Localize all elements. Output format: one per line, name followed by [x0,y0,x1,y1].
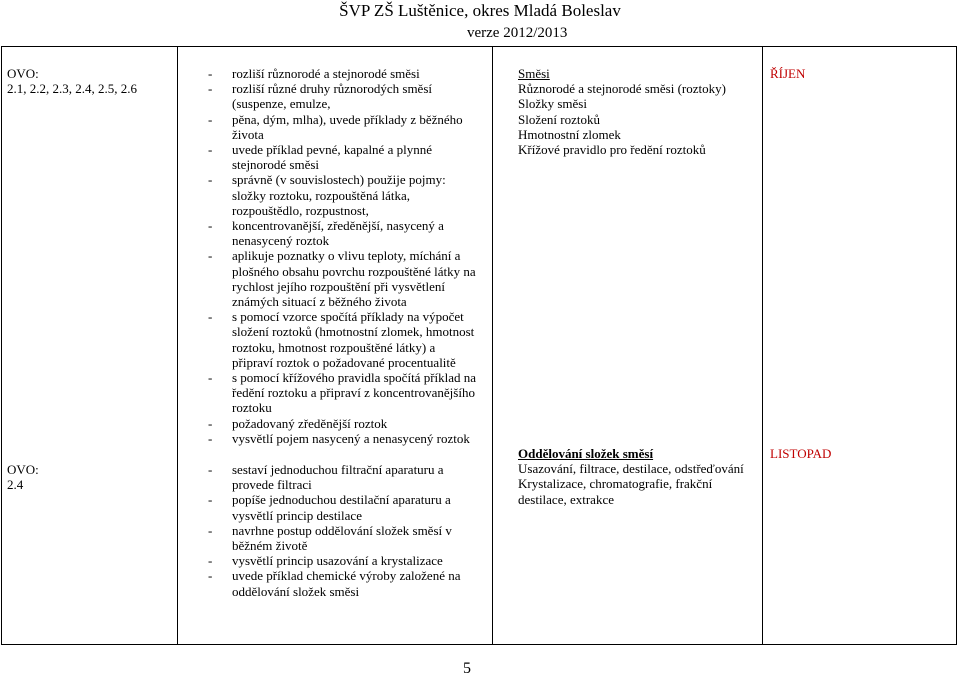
column-divider-3 [762,46,763,645]
outcome-item [208,66,476,81]
topic-line: Složky směsi [518,96,587,112]
topic-cell-row-2 [518,446,744,507]
outcome-line: provede filtraci [232,477,312,493]
outcome-line: složení roztoků (hmotnostní zlomek, hmotnost [232,324,475,340]
ovo-codes: 2.1, 2.2, 2.3, 2.4, 2.5, 2.6 [7,81,137,97]
topic-line: destilace, extrakce [518,491,614,507]
topic-line: Krystalizace, chromatografie, frakční [518,476,713,492]
column-divider-1 [177,46,178,645]
topic-line: Různorodé a stejnorodé směsi (roztoky) [518,81,726,97]
outcome-line: oddělování složek směsi [232,583,360,599]
ovo-label: OVO: [7,66,39,81]
outcome-item [208,568,460,598]
outcome-line: - uvede příklad pevné, kapalné a plynné [232,142,432,158]
outcome-line: vysvětlí princip destilace [232,507,362,523]
month-row-1: ŘÍJEN [770,66,806,81]
outcome-line: - uvede příklad chemické výroby založené na [232,568,461,584]
outcome-item [208,523,460,553]
outcome-line: známých situací z běžného života [232,294,407,310]
header-title: ŠVP ZŠ Luštěnice, okres Mladá Boleslav [339,1,621,20]
outcome-line: ředění roztoku a připraví z koncentrovanějšího [232,385,475,401]
outcome-item [208,492,460,522]
topic-line: Složení roztoků [518,111,600,127]
outcome-line: běžném životě [232,538,308,554]
outcome-line: rychlost jejího rozpouštění při vysvětlení [232,278,446,294]
header-version: verze 2012/2013 [467,25,568,41]
outcome-item [208,416,476,431]
outcomes-list-row-2 [208,462,460,599]
outcome-item [208,309,476,370]
outcome-line: - požadovaný zředěnější roztok [232,415,388,431]
outcome-line: roztoku, hmotnost rozpouštěné látky) a [232,339,436,355]
ovo-cell-row-2 [7,462,39,492]
topic-cell-row-1 [518,66,726,157]
outcome-item [208,172,476,218]
topic-heading: Směsi [518,66,550,81]
page-number: 5 [463,660,471,677]
outcome-item [208,248,476,309]
outcome-line: nenasycený roztok [232,233,330,249]
outcome-line: připraví roztok o požadované procentualitě [232,354,456,370]
topic-line: Usazování, filtrace, destilace, odstřeďování [518,461,744,477]
outcome-item [208,112,476,142]
outcomes-list-row-1 [208,66,476,446]
outcome-line: - správně (v souvislostech) použije pojmy: [232,172,446,188]
column-divider-2 [492,46,493,645]
outcome-line: - s pomocí křížového pravidla spočítá příklad na [232,370,477,386]
outcome-line: stejnorodé směsi [232,157,320,173]
topic-heading: Oddělování složek směsí [518,446,654,461]
ovo-codes: 2.4 [7,477,24,493]
outcome-line: - vysvětlí pojem nasycený a nenasycený roztok [232,430,470,446]
outcome-item [208,81,476,111]
outcome-line: - popíše jednoduchou destilační aparaturu a [232,492,451,508]
outcome-item [208,142,476,172]
outcome-line: roztoku [232,400,272,416]
outcome-line: - rozliší různorodé a stejnorodé směsi [232,66,420,81]
outcome-item [208,431,476,446]
outcome-line: - s pomocí vzorce spočítá příklady na výpočet [232,309,464,325]
outcome-line: - sestaví jednoduchou filtrační aparaturu a [232,462,444,477]
outcome-line: - koncentrovanější, zředěnější, nasycený a [232,218,444,234]
outcome-item [208,462,460,492]
outcome-line: - pěna, dým, mlha), uvede příklady z běžného [232,111,463,127]
ovo-label: OVO: [7,462,39,477]
month-row-2: LISTOPAD [770,446,832,461]
outcome-line: života [232,126,264,142]
outcome-line: - vysvětlí princip usazování a krystalizace [232,553,443,569]
curriculum-table [1,46,957,645]
topic-line: Hmotnostní zlomek [518,126,621,142]
outcome-item [208,370,476,416]
outcome-line: - aplikuje poznatky o vlivu teploty, míchání a [232,248,461,264]
outcome-item [208,553,460,568]
ovo-cell-row-1 [7,66,137,96]
outcome-line: (suspenze, emulze, [232,96,331,112]
outcome-line: plošného obsahu povrchu rozpouštěné látky na [232,263,476,279]
outcome-line: složky roztoku, rozpouštěná látka, [232,187,410,203]
topic-line: Křížové pravidlo pro ředění roztoků [518,142,706,158]
outcome-line: - rozliší různé druhy různorodých směsí [232,81,433,97]
outcome-item [208,218,476,248]
outcome-line: - navrhne postup oddělování složek směsí v [232,522,452,538]
outcome-line: rozpouštědlo, rozpustnost, [232,202,369,218]
